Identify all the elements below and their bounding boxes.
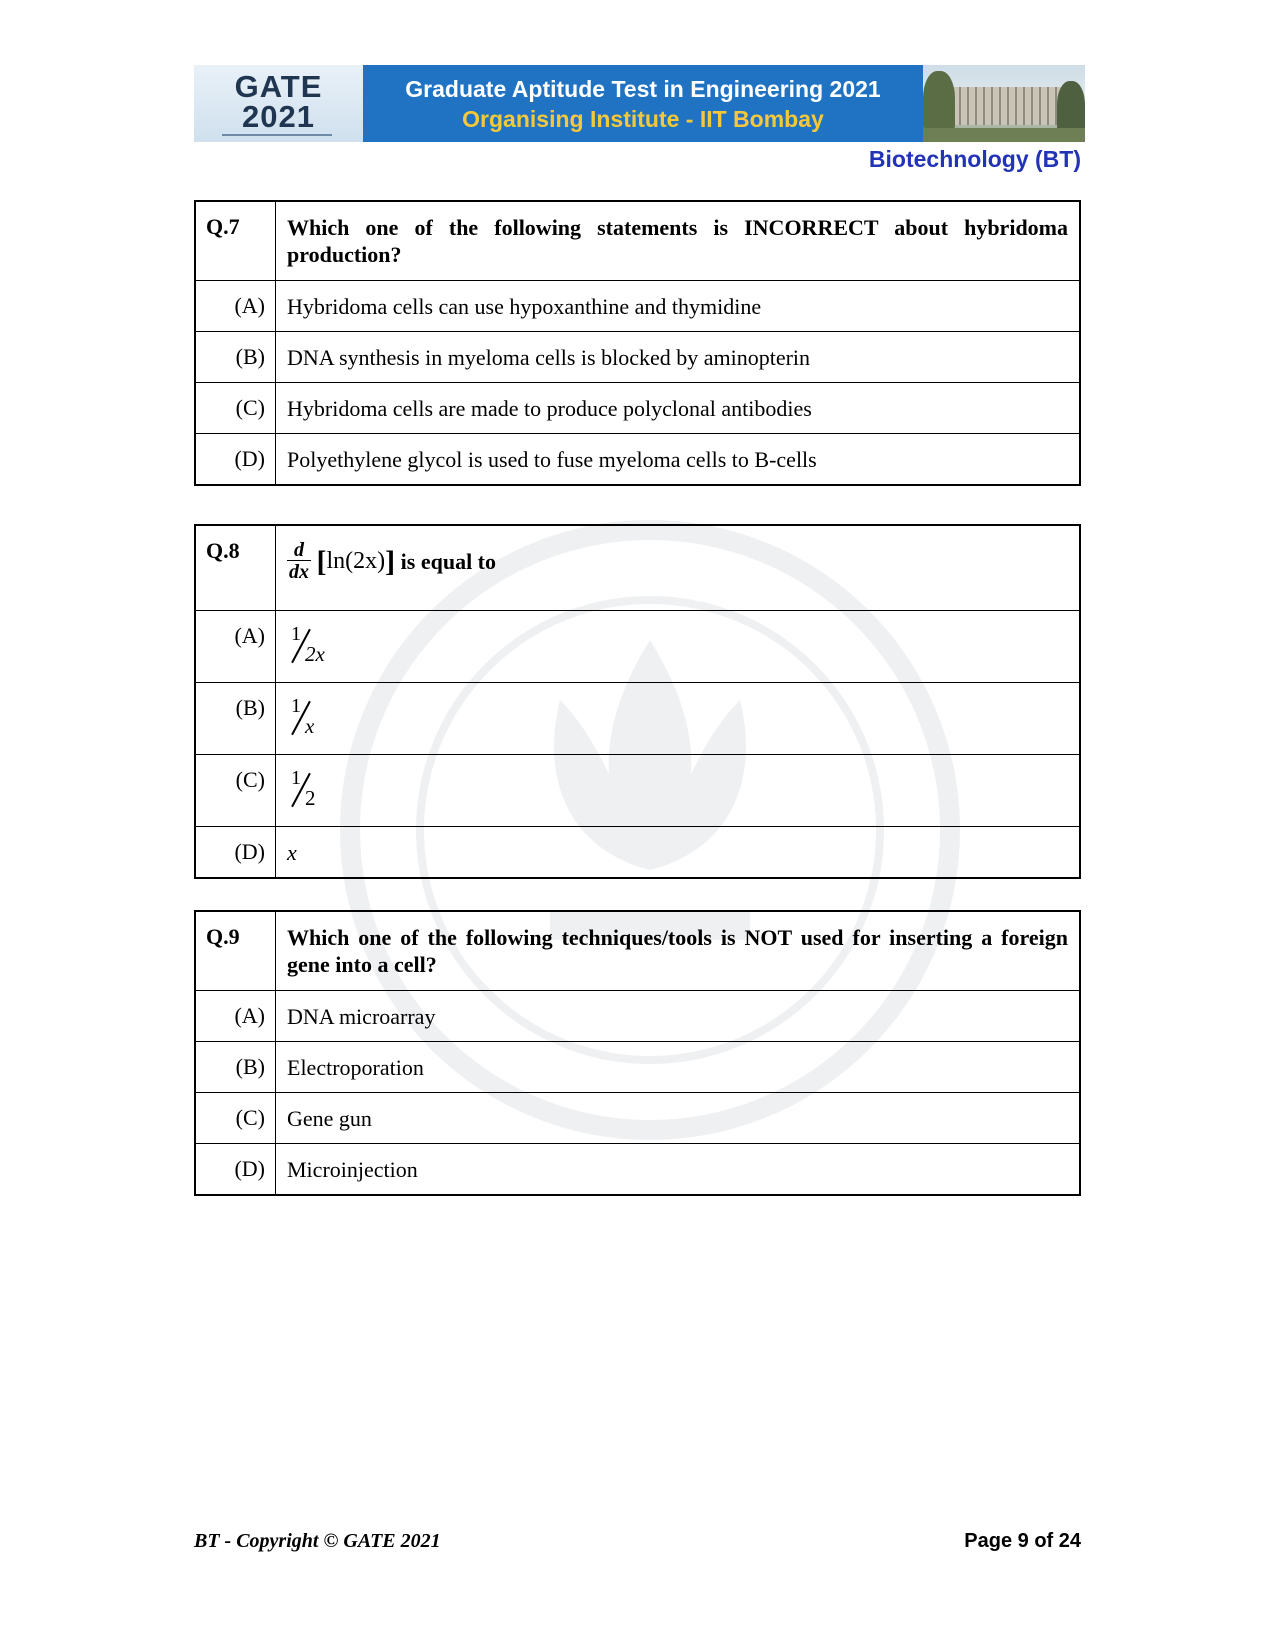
iit-building-photo <box>923 65 1085 142</box>
question-text: Which one of the following statements is INCORRECT about hybridoma production? <box>287 215 1068 267</box>
option-text: DNA synthesis in myeloma cells is blocked by aminopterin <box>287 345 811 370</box>
slash-fraction <box>287 623 335 667</box>
option-row-b[interactable] <box>196 682 1079 754</box>
option-label: (D) <box>196 1144 276 1194</box>
option-label: (B) <box>196 1042 276 1092</box>
option-text <box>276 611 1079 682</box>
question-number: Q.9 <box>196 912 276 990</box>
question-suffix: is equal to <box>400 549 497 574</box>
gate-logo <box>194 65 363 142</box>
option-row-b[interactable] <box>196 331 1079 382</box>
ground <box>923 128 1085 142</box>
subject-title: Biotechnology (BT) <box>868 146 1081 172</box>
option-row-b[interactable] <box>196 1041 1079 1092</box>
option-label: (C) <box>196 1093 276 1143</box>
fraction-denominator: 2 <box>305 786 316 810</box>
option-label: (A) <box>196 611 276 682</box>
question-row <box>196 912 1079 990</box>
banner-subtitle: Organising Institute - IIT Bombay <box>462 105 824 132</box>
option-text: Polyethylene glycol is used to fuse myeloma cells to B-cells <box>287 447 817 472</box>
question-9-table <box>194 910 1081 1196</box>
banner-title-block <box>363 65 923 142</box>
question-row <box>196 202 1079 280</box>
option-row-d[interactable] <box>196 826 1079 877</box>
option-row-a[interactable] <box>196 280 1079 331</box>
banner-title: Graduate Aptitude Test in Engineering 2021 <box>405 75 881 102</box>
question-text <box>276 526 1079 610</box>
option-row-a[interactable] <box>196 990 1079 1041</box>
question-row <box>196 526 1079 610</box>
option-text <box>276 683 1079 754</box>
option-label: (D) <box>196 827 276 877</box>
building-shape <box>953 87 1063 125</box>
option-text: Gene gun <box>287 1106 372 1131</box>
option-label: (A) <box>196 991 276 1041</box>
question-number: Q.7 <box>196 202 276 280</box>
fraction-numerator: 1 <box>291 623 301 645</box>
logo-underline <box>222 134 332 136</box>
option-label: (C) <box>196 383 276 433</box>
fraction-numerator: 1 <box>291 695 301 717</box>
option-text <box>276 755 1079 826</box>
derivative-numerator: d <box>287 540 311 561</box>
option-row-c[interactable] <box>196 382 1079 433</box>
option-label: (A) <box>196 281 276 331</box>
fraction-numerator: 1 <box>291 767 301 789</box>
option-row-c[interactable] <box>196 1092 1079 1143</box>
option-row-a[interactable] <box>196 610 1079 682</box>
question-text: Which one of the following techniques/tools is NOT used for inserting a foreign gene into a cell? <box>287 925 1068 977</box>
option-label: (C) <box>196 755 276 826</box>
slash-fraction <box>287 695 335 739</box>
option-text: DNA microarray <box>287 1004 436 1029</box>
option-text: Microinjection <box>287 1157 418 1182</box>
option-label: (B) <box>196 332 276 382</box>
derivative-operator <box>287 540 311 583</box>
math-expression: ln(2x) <box>326 548 386 574</box>
logo-gate-text: GATE <box>234 69 323 104</box>
tree-left <box>923 71 955 131</box>
slash-fraction <box>287 767 335 811</box>
question-8-table <box>194 524 1081 879</box>
close-bracket: ] <box>385 545 396 578</box>
fraction-denominator: 2x <box>305 642 325 666</box>
footer-page-number: Page 9 of 24 <box>964 1530 1081 1552</box>
option-text: Electroporation <box>287 1055 424 1080</box>
fraction-denominator: x <box>305 714 315 738</box>
option-row-d[interactable] <box>196 1143 1079 1194</box>
option-text: Hybridoma cells can use hypoxanthine and thymidine <box>287 294 762 319</box>
option-label: (B) <box>196 683 276 754</box>
option-text: Hybridoma cells are made to produce polyclonal antibodies <box>287 396 812 421</box>
derivative-denominator: dx <box>289 561 309 583</box>
question-number: Q.8 <box>196 526 276 610</box>
option-row-c[interactable] <box>196 754 1079 826</box>
header-banner <box>194 65 1085 142</box>
option-text: x <box>287 840 297 865</box>
logo-year-text: 2021 <box>242 99 315 134</box>
option-label: (D) <box>196 434 276 484</box>
open-bracket: [ <box>316 545 327 578</box>
option-row-d[interactable] <box>196 433 1079 484</box>
tree-right <box>1057 81 1085 133</box>
question-7-table <box>194 200 1081 486</box>
footer-copyright: BT - Copyright © GATE 2021 <box>194 1530 441 1552</box>
